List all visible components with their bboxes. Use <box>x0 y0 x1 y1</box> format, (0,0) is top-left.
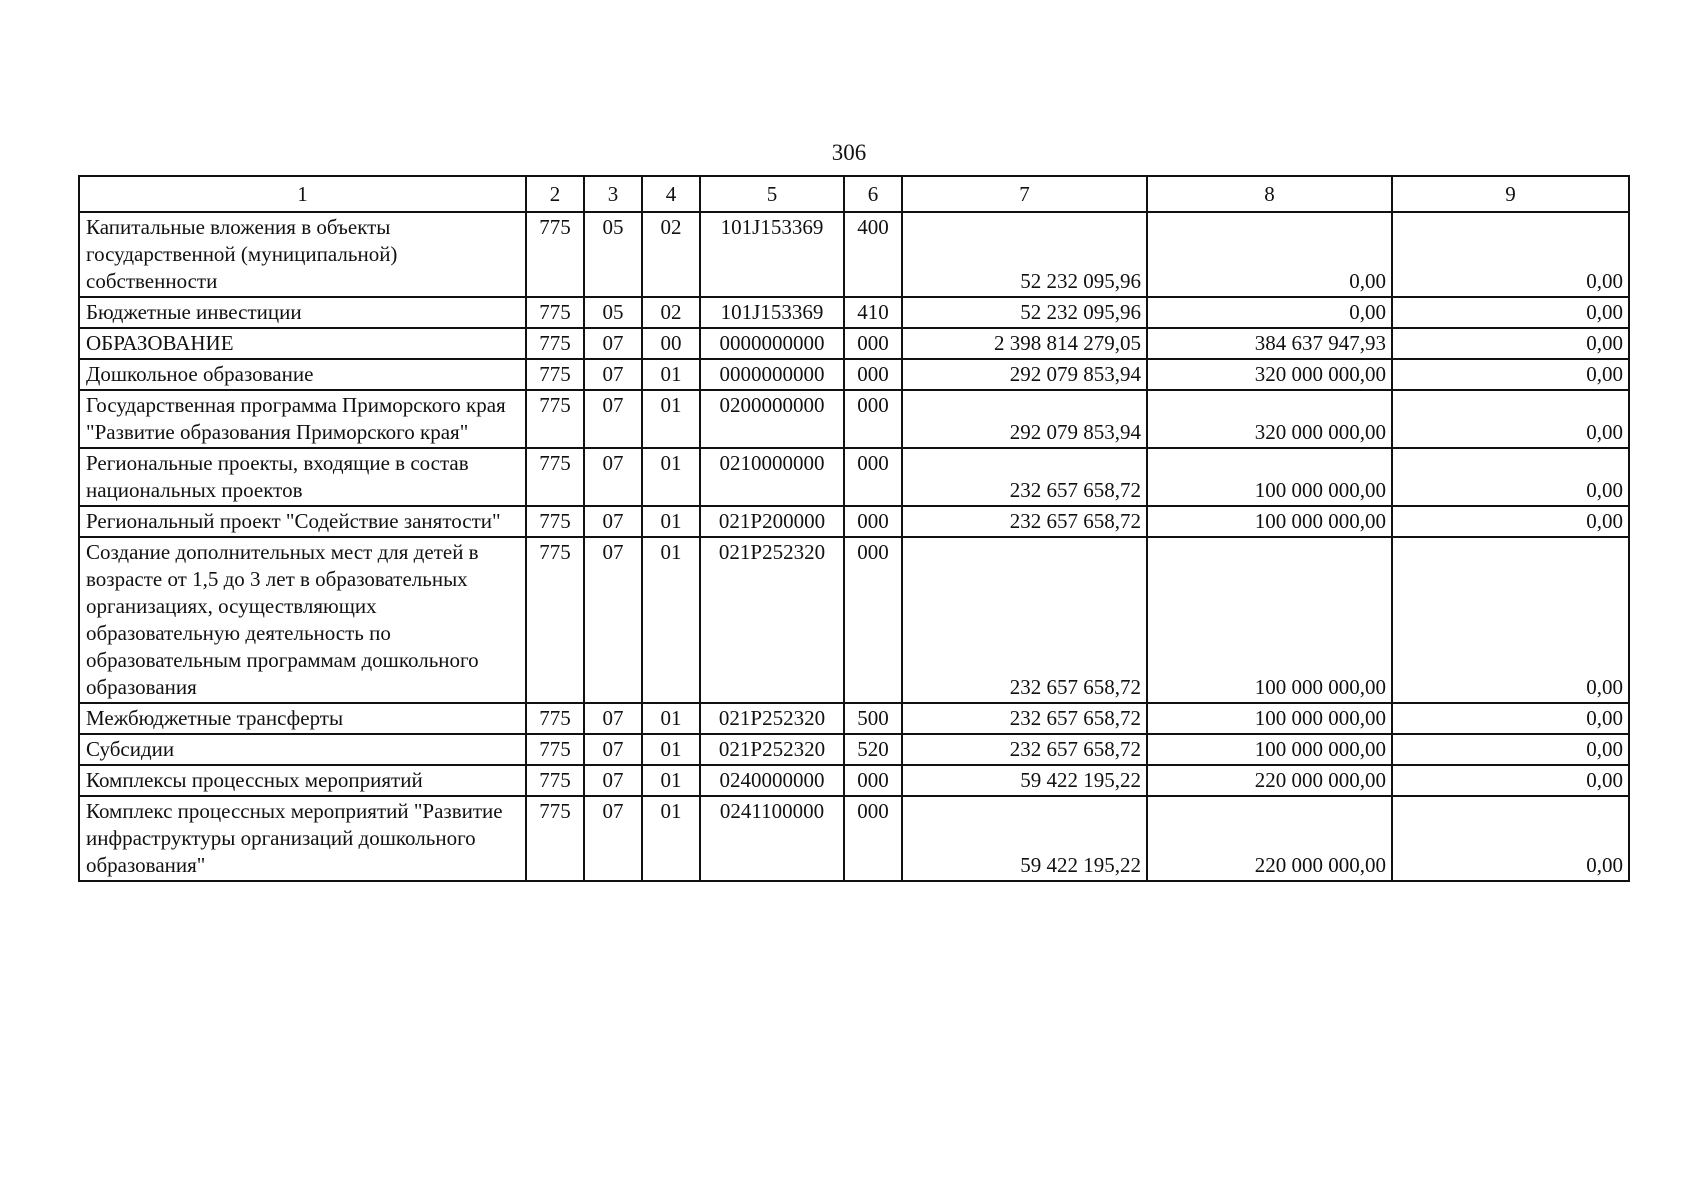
row-code-2: 775 <box>526 328 584 359</box>
row-code-2: 775 <box>526 765 584 796</box>
row-amount-8: 320 000 000,00 <box>1147 390 1392 448</box>
row-amount-7: 292 079 853,94 <box>902 359 1147 390</box>
row-code-4: 01 <box>642 765 700 796</box>
row-amount-7: 59 422 195,22 <box>902 796 1147 881</box>
row-amount-7: 52 232 095,96 <box>902 297 1147 328</box>
row-amount-8: 0,00 <box>1147 212 1392 297</box>
row-amount-9: 0,00 <box>1392 328 1629 359</box>
row-code-6: 000 <box>844 537 902 703</box>
table-row <box>79 734 1629 765</box>
row-code-4: 02 <box>642 297 700 328</box>
table-row <box>79 297 1629 328</box>
row-code-2: 775 <box>526 448 584 506</box>
row-code-2: 775 <box>526 359 584 390</box>
row-amount-7: 52 232 095,96 <box>902 212 1147 297</box>
row-amount-9: 0,00 <box>1392 796 1629 881</box>
table-row <box>79 359 1629 390</box>
row-amount-7: 232 657 658,72 <box>902 537 1147 703</box>
header-cell-3: 3 <box>584 176 642 212</box>
row-name: Региональный проект "Содействие занятости" <box>79 506 526 537</box>
row-code-4: 01 <box>642 359 700 390</box>
row-code-3: 07 <box>584 328 642 359</box>
row-code-5: 021P200000 <box>700 506 844 537</box>
row-amount-9: 0,00 <box>1392 765 1629 796</box>
row-code-2: 775 <box>526 390 584 448</box>
row-code-5: 0000000000 <box>700 359 844 390</box>
table-row <box>79 703 1629 734</box>
page-number: 306 <box>831 140 867 165</box>
row-code-5: 0200000000 <box>700 390 844 448</box>
row-code-5: 021P252320 <box>700 703 844 734</box>
row-code-3: 07 <box>584 506 642 537</box>
row-code-2: 775 <box>526 212 584 297</box>
row-amount-8: 384 637 947,93 <box>1147 328 1392 359</box>
row-amount-9: 0,00 <box>1392 448 1629 506</box>
row-code-5: 021P252320 <box>700 734 844 765</box>
table-row <box>79 328 1629 359</box>
row-name: Дошкольное образование <box>79 359 526 390</box>
row-code-6: 520 <box>844 734 902 765</box>
row-code-5: 0210000000 <box>700 448 844 506</box>
header-row <box>79 176 1629 212</box>
row-code-3: 05 <box>584 212 642 297</box>
table-row <box>79 448 1629 506</box>
row-code-4: 01 <box>642 448 700 506</box>
row-code-3: 07 <box>584 359 642 390</box>
row-amount-9: 0,00 <box>1392 703 1629 734</box>
table-row <box>79 765 1629 796</box>
table-row <box>79 390 1629 448</box>
row-amount-7: 232 657 658,72 <box>902 448 1147 506</box>
row-code-3: 07 <box>584 390 642 448</box>
row-code-4: 02 <box>642 212 700 297</box>
row-amount-9: 0,00 <box>1392 390 1629 448</box>
header-cell-9: 9 <box>1392 176 1629 212</box>
row-amount-8: 100 000 000,00 <box>1147 537 1392 703</box>
row-code-4: 01 <box>642 703 700 734</box>
table-row <box>79 537 1629 703</box>
table-row <box>79 506 1629 537</box>
row-code-6: 400 <box>844 212 902 297</box>
row-amount-7: 232 657 658,72 <box>902 703 1147 734</box>
row-code-3: 05 <box>584 297 642 328</box>
row-code-2: 775 <box>526 537 584 703</box>
row-code-6: 000 <box>844 765 902 796</box>
row-code-6: 000 <box>844 359 902 390</box>
row-amount-7: 59 422 195,22 <box>902 765 1147 796</box>
row-code-3: 07 <box>584 796 642 881</box>
row-name: Капитальные вложения в объекты государственной (муниципальной) собственности <box>79 212 526 297</box>
row-name: Государственная программа Приморского края "Развитие образования Приморского края" <box>79 390 526 448</box>
row-code-4: 01 <box>642 537 700 703</box>
row-code-5: 0240000000 <box>700 765 844 796</box>
row-code-5: 0241100000 <box>700 796 844 881</box>
row-code-3: 07 <box>584 703 642 734</box>
row-code-5: 101J153369 <box>700 212 844 297</box>
row-amount-8: 100 000 000,00 <box>1147 734 1392 765</box>
header-cell-2: 2 <box>526 176 584 212</box>
budget-table <box>78 175 1630 882</box>
row-amount-7: 2 398 814 279,05 <box>902 328 1147 359</box>
row-name: Региональные проекты, входящие в состав национальных проектов <box>79 448 526 506</box>
row-amount-8: 220 000 000,00 <box>1147 796 1392 881</box>
row-amount-9: 0,00 <box>1392 359 1629 390</box>
row-code-2: 775 <box>526 506 584 537</box>
row-code-6: 500 <box>844 703 902 734</box>
row-code-3: 07 <box>584 537 642 703</box>
header-cell-8: 8 <box>1147 176 1392 212</box>
row-amount-9: 0,00 <box>1392 212 1629 297</box>
header-cell-5: 5 <box>700 176 844 212</box>
row-amount-7: 292 079 853,94 <box>902 390 1147 448</box>
row-name: Субсидии <box>79 734 526 765</box>
row-code-6: 000 <box>844 390 902 448</box>
row-code-5: 021P252320 <box>700 537 844 703</box>
row-code-5: 0000000000 <box>700 328 844 359</box>
row-code-4: 01 <box>642 734 700 765</box>
row-amount-8: 0,00 <box>1147 297 1392 328</box>
row-amount-8: 220 000 000,00 <box>1147 765 1392 796</box>
row-amount-9: 0,00 <box>1392 537 1629 703</box>
row-code-6: 000 <box>844 796 902 881</box>
row-code-3: 07 <box>584 765 642 796</box>
row-code-4: 00 <box>642 328 700 359</box>
row-code-2: 775 <box>526 734 584 765</box>
row-code-3: 07 <box>584 734 642 765</box>
row-code-6: 000 <box>844 506 902 537</box>
row-amount-9: 0,00 <box>1392 297 1629 328</box>
row-amount-8: 100 000 000,00 <box>1147 448 1392 506</box>
row-name: Бюджетные инвестиции <box>79 297 526 328</box>
row-code-4: 01 <box>642 796 700 881</box>
row-code-2: 775 <box>526 297 584 328</box>
header-cell-4: 4 <box>642 176 700 212</box>
table-row <box>79 796 1629 881</box>
row-amount-7: 232 657 658,72 <box>902 506 1147 537</box>
row-amount-8: 320 000 000,00 <box>1147 359 1392 390</box>
table-row <box>79 212 1629 297</box>
header-cell-1: 1 <box>79 176 526 212</box>
row-code-6: 000 <box>844 328 902 359</box>
row-code-2: 775 <box>526 796 584 881</box>
row-code-4: 01 <box>642 390 700 448</box>
row-name: Межбюджетные трансферты <box>79 703 526 734</box>
row-name: ОБРАЗОВАНИЕ <box>79 328 526 359</box>
row-code-2: 775 <box>526 703 584 734</box>
row-code-3: 07 <box>584 448 642 506</box>
row-name: Комплексы процессных мероприятий <box>79 765 526 796</box>
header-cell-6: 6 <box>844 176 902 212</box>
row-name: Создание дополнительных мест для детей в возрасте от 1,5 до 3 лет в образовательных организациях, осуществляющих образовательную деятельность по образовательным программам дошкольного образования <box>79 537 526 703</box>
row-code-4: 01 <box>642 506 700 537</box>
row-code-5: 101J153369 <box>700 297 844 328</box>
row-name: Комплекс процессных мероприятий "Развитие инфраструктуры организаций дошкольного образования" <box>79 796 526 881</box>
row-code-6: 000 <box>844 448 902 506</box>
row-code-6: 410 <box>844 297 902 328</box>
row-amount-8: 100 000 000,00 <box>1147 506 1392 537</box>
row-amount-7: 232 657 658,72 <box>902 734 1147 765</box>
row-amount-8: 100 000 000,00 <box>1147 703 1392 734</box>
row-amount-9: 0,00 <box>1392 506 1629 537</box>
header-cell-7: 7 <box>902 176 1147 212</box>
row-amount-9: 0,00 <box>1392 734 1629 765</box>
